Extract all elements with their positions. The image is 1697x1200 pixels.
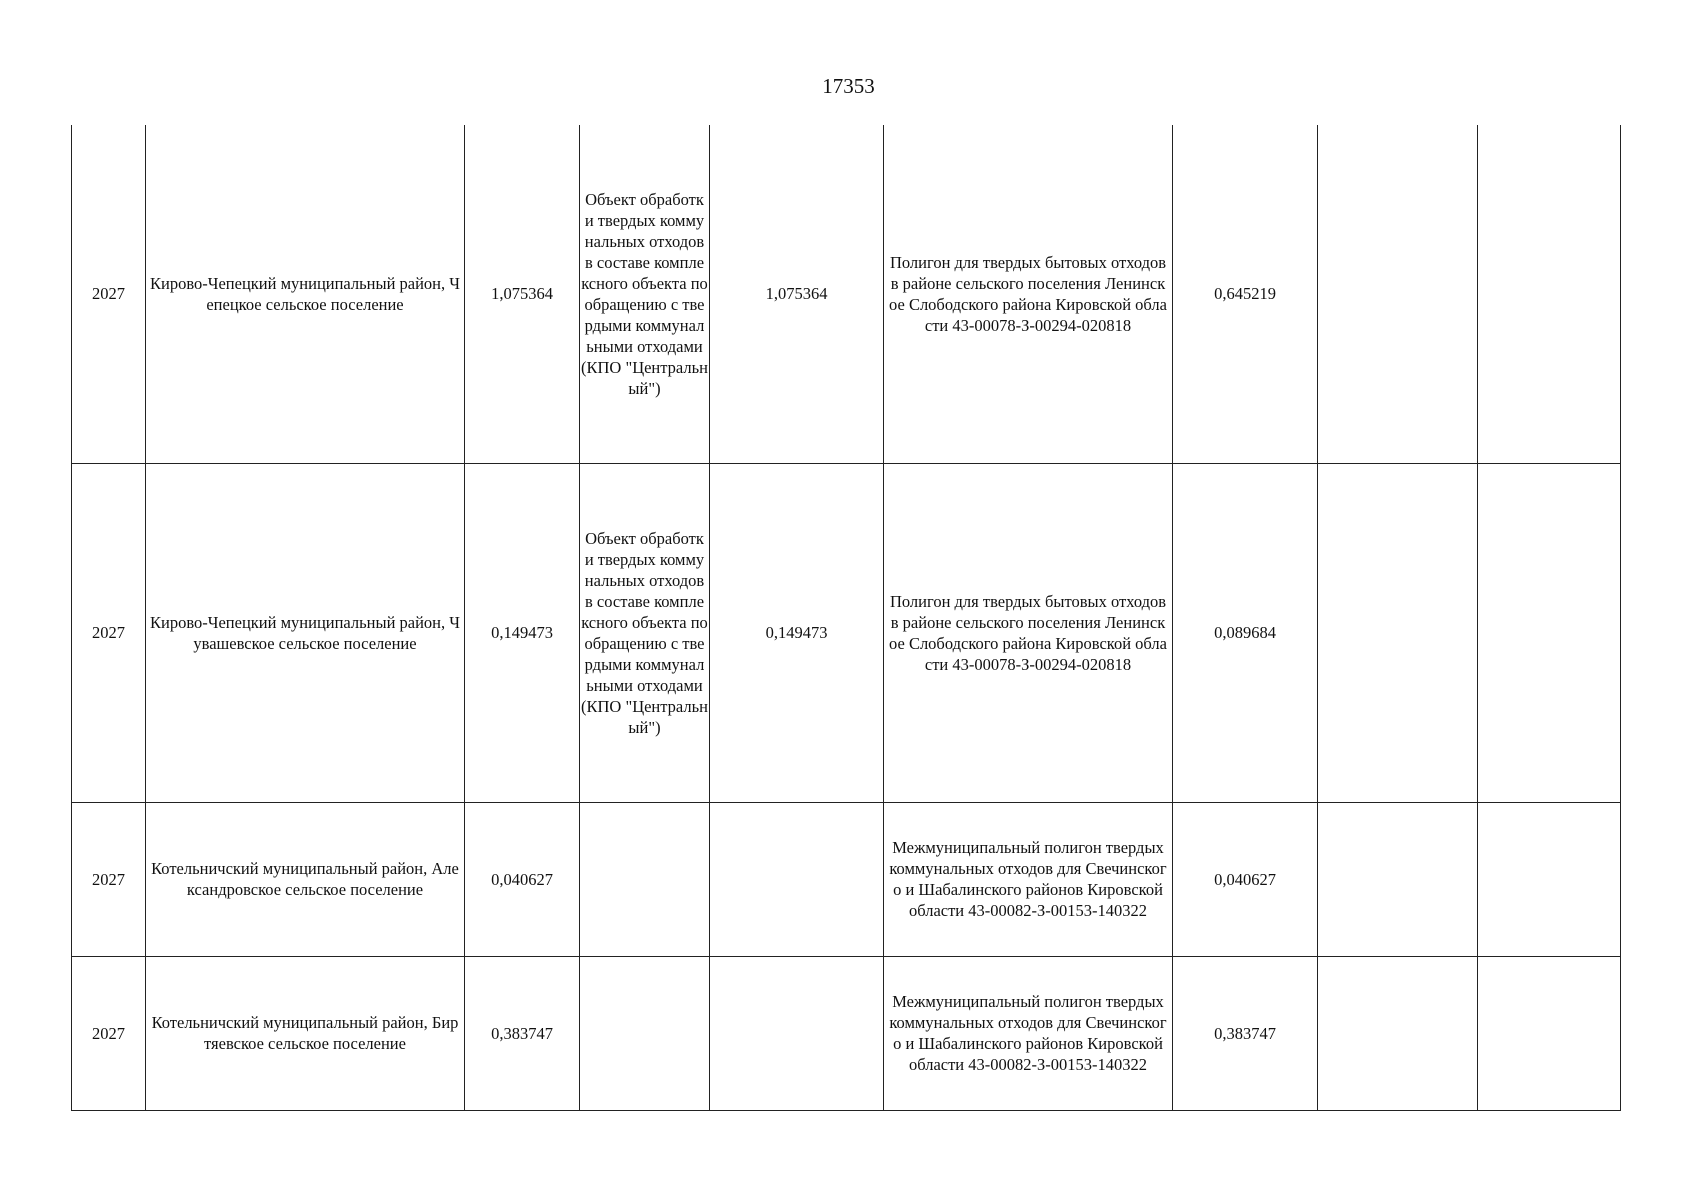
table-row <box>72 956 1621 1110</box>
landfill-cell: Полигон для твердых бытовых отходов в районе сельского поселения Ленинское Слободского района Кировской области 43-00078-З-00294-020818 <box>884 463 1173 802</box>
municipality-cell: Кирово-Чепецкий муниципальный район, Чувашевское сельское поселение <box>146 463 465 802</box>
empty-cell <box>1478 802 1621 956</box>
year-cell: 2027 <box>72 956 146 1110</box>
empty-cell <box>1478 956 1621 1110</box>
empty-cell <box>1318 956 1478 1110</box>
table-row <box>72 802 1621 956</box>
processing-object-cell: Объект обработки твердых коммунальных отходов в составе комплексного объекта по обращению с твердыми коммунальными отходами (КПО "Центральный") <box>580 125 710 463</box>
municipality-cell: Котельничский муниципальный район, Биртяевское сельское поселение <box>146 956 465 1110</box>
empty-cell <box>1478 463 1621 802</box>
table-row <box>72 125 1621 463</box>
landfill-volume-cell: 0,645219 <box>1173 125 1318 463</box>
empty-cell <box>1318 125 1478 463</box>
processing-object-cell <box>580 802 710 956</box>
processing-volume-cell <box>710 956 884 1110</box>
landfill-volume-cell: 0,383747 <box>1173 956 1318 1110</box>
landfill-cell: Межмуниципальный полигон твердых коммунальных отходов для Свечинского и Шабалинского районов Кировской области 43-00082-З-00153-140322 <box>884 956 1173 1110</box>
processing-object-cell <box>580 956 710 1110</box>
landfill-cell: Межмуниципальный полигон твердых коммунальных отходов для Свечинского и Шабалинского районов Кировской области 43-00082-З-00153-140322 <box>884 802 1173 956</box>
year-cell: 2027 <box>72 125 146 463</box>
year-cell: 2027 <box>72 802 146 956</box>
year-cell: 2027 <box>72 463 146 802</box>
municipality-cell: Котельничский муниципальный район, Александровское сельское поселение <box>146 802 465 956</box>
volume-cell: 1,075364 <box>465 125 580 463</box>
landfill-volume-cell: 0,040627 <box>1173 802 1318 956</box>
processing-volume-cell: 0,149473 <box>710 463 884 802</box>
page-number: 17353 <box>822 74 875 98</box>
landfill-volume-cell: 0,089684 <box>1173 463 1318 802</box>
empty-cell <box>1318 802 1478 956</box>
empty-cell <box>1478 125 1621 463</box>
table-row <box>72 463 1621 802</box>
processing-volume-cell: 1,075364 <box>710 125 884 463</box>
empty-cell <box>1318 463 1478 802</box>
volume-cell: 0,149473 <box>465 463 580 802</box>
landfill-cell: Полигон для твердых бытовых отходов в районе сельского поселения Ленинское Слободского района Кировской области 43-00078-З-00294-020818 <box>884 125 1173 463</box>
processing-volume-cell <box>710 802 884 956</box>
processing-object-cell: Объект обработки твердых коммунальных отходов в составе комплексного объекта по обращению с твердыми коммунальными отходами (КПО "Центральный") <box>580 463 710 802</box>
volume-cell: 0,383747 <box>465 956 580 1110</box>
municipality-cell: Кирово-Чепецкий муниципальный район, Чепецкое сельское поселение <box>146 125 465 463</box>
volume-cell: 0,040627 <box>465 802 580 956</box>
waste-flow-table <box>71 125 1621 1111</box>
